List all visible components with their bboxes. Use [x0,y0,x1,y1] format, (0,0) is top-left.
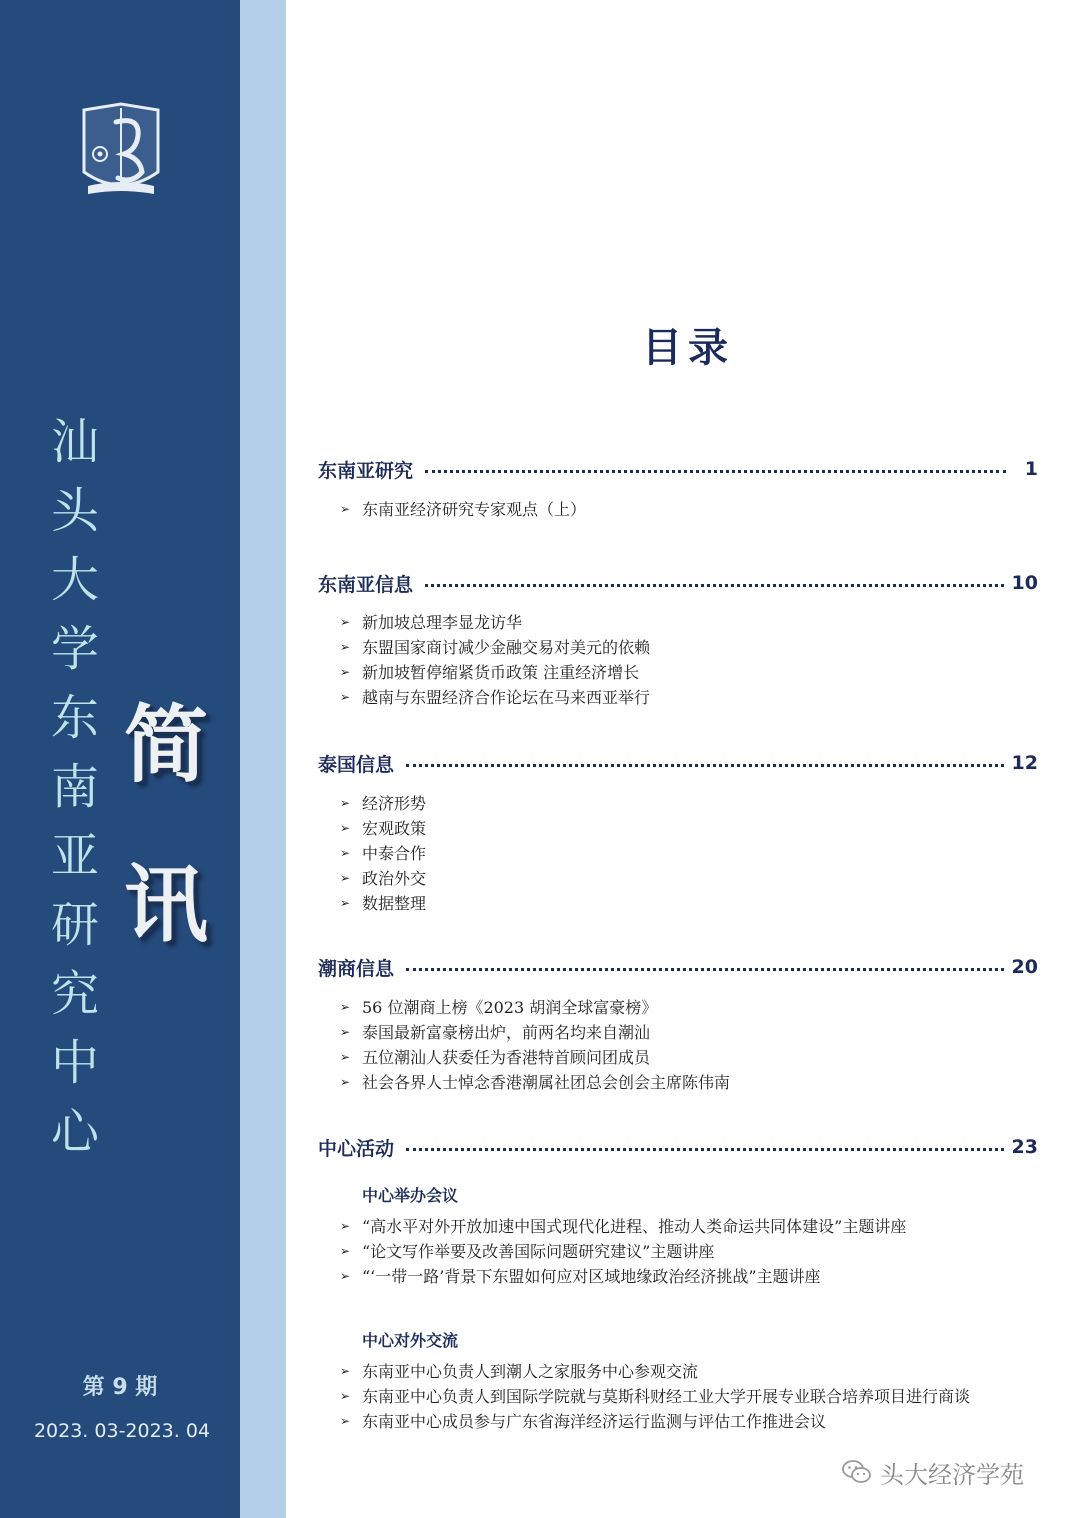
issue-number: 第 9 期 [82,1375,158,1400]
list-item[interactable] [340,1409,1050,1434]
list-item[interactable] [340,497,1050,522]
item-text: 东南亚中心负责人到国际学院就与莫斯科财经工业大学开展专业联合培养项目进行商谈 [362,1387,971,1406]
section-name: 潮商信息 [318,957,395,980]
arrow-bullet-icon: ➢ [340,1219,351,1233]
page-number: 10 [1011,572,1038,594]
page-number: 12 [1011,752,1038,774]
list-item[interactable] [340,660,1050,685]
item-text: 东南亚中心负责人到潮人之家服务中心参观交流 [362,1362,699,1381]
university-logo [80,102,162,200]
arrow-bullet-icon: ➢ [340,896,351,910]
page-number: 23 [1011,1136,1038,1158]
toc-section-thailand-info[interactable] [318,749,1038,777]
item-text: 越南与东盟经济合作论坛在马来西亚举行 [362,688,651,707]
arrow-bullet-icon: ➢ [340,821,351,835]
list-item[interactable] [340,635,1050,660]
list-item[interactable] [340,791,1050,816]
item-text: 五位潮汕人获委任为香港特首顾问团成员 [362,1048,651,1067]
section-name: 东南亚信息 [318,573,414,596]
list-item[interactable] [340,1384,1050,1409]
arrow-bullet-icon: ➢ [340,1364,351,1378]
item-text: “‘一带一路’背景下东盟如何应对区域地缘政治经济挑战”主题讲座 [362,1267,821,1286]
arrow-bullet-icon: ➢ [340,1414,351,1428]
list-item[interactable] [340,816,1050,841]
item-text: 中泰合作 [362,844,427,863]
org-char: 心 [50,1104,99,1160]
org-char: 究 [50,966,99,1022]
item-text: 东南亚中心成员参与广东省海洋经济运行监测与评估工作推进会议 [362,1412,827,1431]
list-item[interactable] [340,1045,1050,1070]
org-char: 中 [50,1035,99,1091]
list-item[interactable] [340,866,1050,891]
arrow-bullet-icon: ➢ [340,1000,351,1014]
list-item[interactable] [340,1020,1050,1045]
subsection-title-exchanges: 中心对外交流 [362,1331,459,1350]
org-char: 亚 [50,828,99,884]
arrow-bullet-icon: ➢ [340,502,351,516]
toc-section-center-activities[interactable] [318,1133,1038,1161]
watermark-text: 头大经济学苑 [880,1460,1024,1489]
section-items [340,1359,1050,1434]
item-text: 数据整理 [362,894,427,913]
dot-leader [406,1148,1004,1151]
list-item[interactable] [340,1214,1050,1239]
org-char: 头 [50,483,99,539]
toc-section-southeast-asia-research[interactable] [318,455,1038,483]
section-name: 泰国信息 [318,753,395,776]
item-text: 社会各界人士悼念香港潮属社团总会创会主席陈伟南 [362,1073,731,1092]
toc-section-southeast-asia-info[interactable] [318,569,1038,597]
arrow-bullet-icon: ➢ [340,1025,351,1039]
arrow-bullet-icon: ➢ [340,796,351,810]
title-char: 讯 [123,856,208,954]
item-text: 东盟国家商讨减少金融交易对美元的依赖 [362,638,651,657]
page-number: 1 [1024,458,1038,480]
org-char: 学 [50,621,99,677]
section-name: 中心活动 [318,1137,395,1160]
dot-leader [425,470,1006,473]
list-item[interactable] [340,891,1050,916]
org-char: 汕 [50,414,99,470]
toc-title: 目录 [642,325,734,371]
arrow-bullet-icon: ➢ [340,615,351,629]
title-char: 简 [123,696,208,794]
arrow-bullet-icon: ➢ [340,665,351,679]
arrow-bullet-icon: ➢ [340,1075,351,1089]
arrow-bullet-icon: ➢ [340,1244,351,1258]
list-item[interactable] [340,995,1050,1020]
arrow-bullet-icon: ➢ [340,871,351,885]
dot-leader [406,968,1004,971]
wechat-icon [842,1459,872,1485]
item-text: “高水平对外开放加速中国式现代化进程、推动人类命运共同体建设”主题讲座 [362,1217,907,1236]
section-items [340,995,1050,1095]
dot-leader [406,764,1004,767]
section-items [340,497,1050,522]
toc-section-chaoshan-merchants-info[interactable] [318,953,1038,981]
arrow-bullet-icon: ➢ [340,1389,351,1403]
publication-title-vertical [120,665,212,985]
item-text: 政治外交 [362,869,427,888]
arrow-bullet-icon: ➢ [340,690,351,704]
item-text: 泰国最新富豪榜出炉，前两名均来自潮汕 [362,1023,651,1042]
section-items [340,610,1050,710]
arrow-bullet-icon: ➢ [340,1269,351,1283]
item-text: 56 位潮商上榜《2023 胡润全球富豪榜》 [362,998,658,1017]
sidebar-accent-stripe [240,0,286,1518]
source-watermark [842,1452,1062,1492]
list-item[interactable] [340,1239,1050,1264]
issue-date-range: 2023. 03-2023. 04 [33,1420,211,1442]
item-text: 宏观政策 [362,819,427,838]
page-number: 20 [1011,956,1038,978]
section-items [340,791,1050,916]
item-text: 新加坡暂停缩紧货币政策 注重经济增长 [362,663,640,682]
item-text: 经济形势 [362,794,427,813]
arrow-bullet-icon: ➢ [340,640,351,654]
organization-name-vertical [44,408,106,1167]
item-text: 东南亚经济研究专家观点（上） [362,500,587,519]
org-char: 研 [50,897,99,953]
org-char: 东 [50,690,99,746]
arrow-bullet-icon: ➢ [340,1050,351,1064]
list-item[interactable] [340,841,1050,866]
section-name: 东南亚研究 [318,459,414,482]
org-char: 大 [50,552,99,608]
cover-sidebar [0,0,240,1518]
item-text: 新加坡总理李显龙访华 [362,613,523,632]
list-item[interactable] [340,610,1050,635]
list-item[interactable] [340,1070,1050,1095]
item-text: “论文写作举要及改善国际问题研究建议”主题讲座 [362,1242,715,1261]
list-item[interactable] [340,1359,1050,1384]
dot-leader [425,584,1004,587]
list-item[interactable] [340,1264,1050,1289]
org-char: 南 [50,759,99,815]
arrow-bullet-icon: ➢ [340,846,351,860]
list-item[interactable] [340,685,1050,710]
subsection-title-meetings: 中心举办会议 [362,1186,459,1205]
section-items [340,1214,1050,1289]
